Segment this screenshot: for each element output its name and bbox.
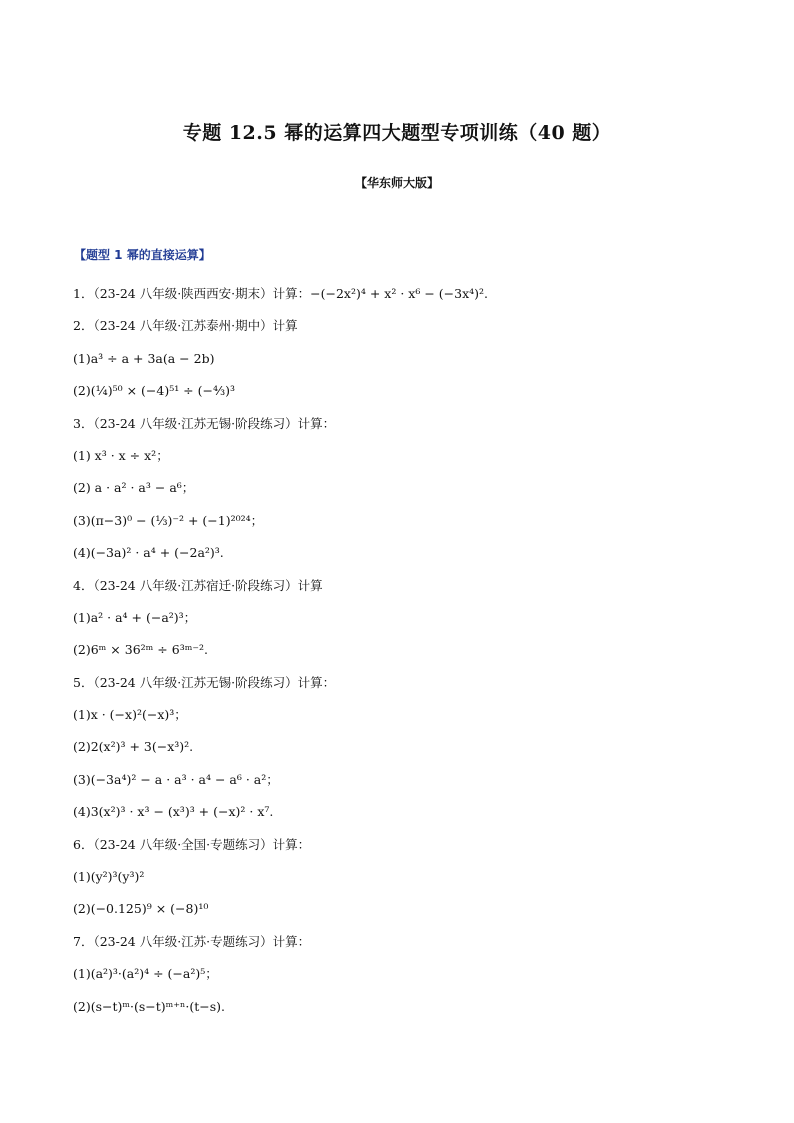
sub-question-line: (4)3(x²)³ · x³ − (x³)³ + (−x)² · x⁷. bbox=[73, 804, 274, 820]
question-line: 4．（23-24 八年级·江苏宿迁·阶段练习）计算 bbox=[73, 577, 323, 593]
question-line: 1．（23-24 八年级·陕西西安·期末）计算：−(−2x²)⁴ + x² · x⁶ − (−3x⁴)². bbox=[73, 286, 488, 301]
sub-question-line: (3)(π−3)⁰ − (¹⁄₃)⁻² + (−1)²⁰²⁴； bbox=[73, 512, 264, 528]
sub-question-line: (2)(s−t)ᵐ·(s−t)ᵐ⁺ⁿ·(t−s). bbox=[73, 998, 225, 1014]
sub-question-line: (1)a² · a⁴ + (−a²)³； bbox=[73, 609, 197, 625]
sub-question-line: (2) a · a² · a³ − a⁶； bbox=[73, 480, 195, 496]
sub-question-line: (3)(−3a⁴)² − a · a³ · a⁴ − a⁶ · a²； bbox=[73, 771, 279, 787]
question-list bbox=[73, 278, 733, 1023]
sub-question-line: (2)6ᵐ × 36²ᵐ ÷ 6³ᵐ⁻². bbox=[73, 642, 208, 658]
question-line: 2．（23-24 八年级·江苏泰州·期中）计算 bbox=[73, 318, 298, 334]
sub-question-line: (1)(a²)³·(a²)⁴ ÷ (−a²)⁵； bbox=[73, 966, 218, 982]
sub-question-line: (4)(−3a)² · a⁴ + (−2a²)³. bbox=[73, 545, 224, 561]
sub-question-line: (1) x³ · x ÷ x²； bbox=[73, 447, 169, 463]
question-line: 7．（23-24 八年级·江苏·专题练习）计算： bbox=[73, 933, 311, 949]
sub-question-line: (2)2(x²)³ + 3(−x³)². bbox=[73, 739, 194, 755]
question-line: 3．（23-24 八年级·江苏无锡·阶段练习）计算： bbox=[73, 415, 336, 431]
section-heading: 【题型 1 幂的直接运算】 bbox=[74, 248, 211, 262]
sub-question-line: (1)a³ ÷ a + 3a(a − 2b) bbox=[73, 350, 215, 366]
sub-question-line: (1)(y²)³(y³)² bbox=[73, 869, 145, 885]
sub-question-line: (1)x · (−x)²(−x)³； bbox=[73, 707, 187, 723]
edition-label: 【华东师大版】 bbox=[354, 176, 439, 190]
sub-question-line: (2)(¹⁄₄)⁵⁰ × (−4)⁵¹ ÷ (−⁴⁄₃)³ bbox=[73, 383, 235, 399]
document-title: 专题 12.5 幂的运算四大题型专项训练（40 题） bbox=[182, 122, 612, 144]
sub-question-line: (2)(−0.125)⁹ × (−8)¹⁰ bbox=[73, 901, 209, 917]
question-line: 5．（23-24 八年级·江苏无锡·阶段练习）计算： bbox=[73, 674, 336, 690]
question-line: 6．（23-24 八年级·全国·专题练习）计算： bbox=[73, 836, 311, 852]
